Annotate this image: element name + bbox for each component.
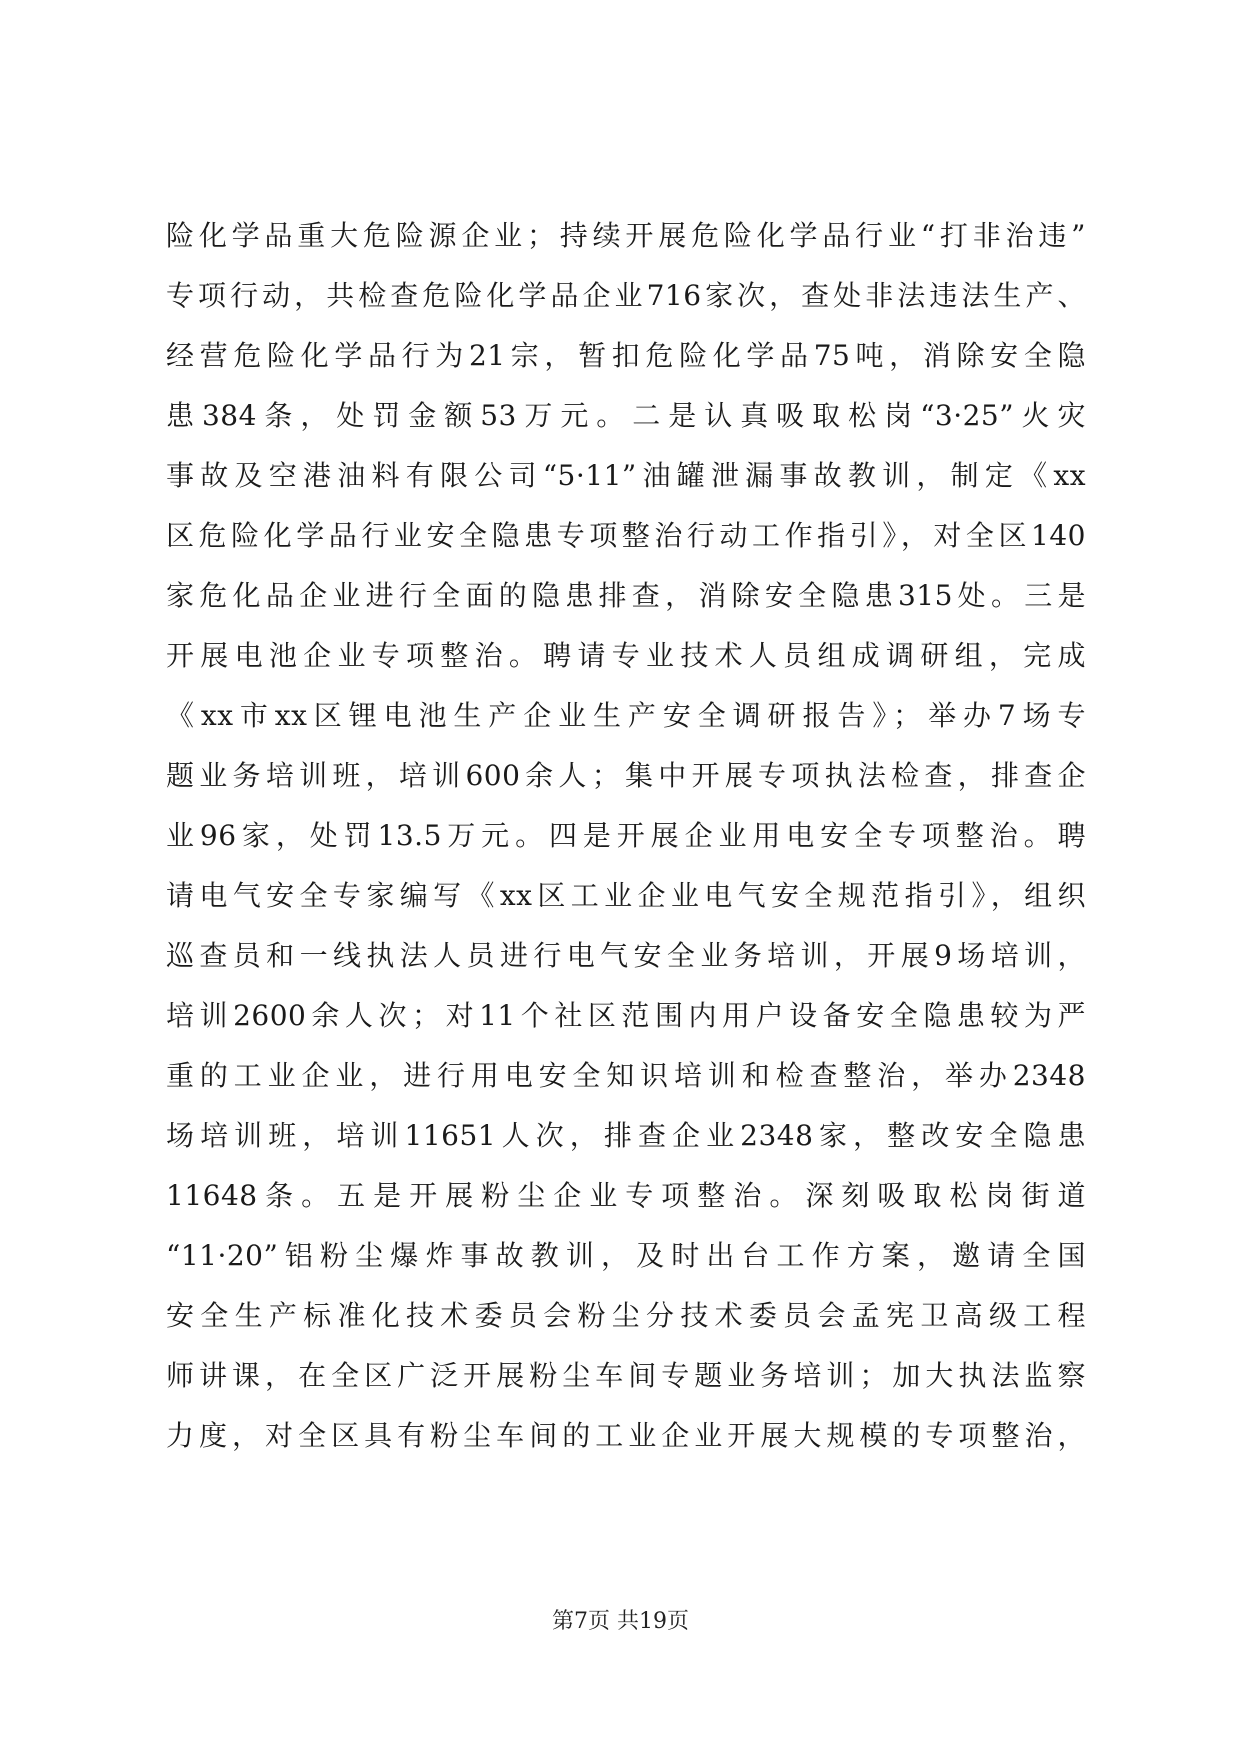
text-line-9: 《xx市xx区锂电池生产企业生产安全调研报告》；举办7场专	[166, 699, 1086, 732]
text-line-20: 师讲课，在全区广泛开展粉尘车间专题业务培训；加大执法监察	[166, 1359, 1086, 1392]
text-line-3: 经营危险化学品行为21宗，暂扣危险化学品75吨，消除安全隐	[166, 339, 1086, 372]
text-line-21: 力度，对全区具有粉尘车间的工业企业开展大规模的专项整治，	[166, 1419, 1086, 1452]
text-line-2: 专项行动，共检查危险化学品企业716家次，查处非法违法生产、	[166, 279, 1086, 312]
text-line-14: 培训2600余人次；对11个社区范围内用户设备安全隐患较为严	[166, 999, 1086, 1032]
text-line-5: 事故及空港油料有限公司“5·11”油罐泄漏事故教训，制定《xx	[166, 459, 1086, 492]
page-number-footer: 第7页 共19页	[552, 1609, 689, 1634]
text-line-1: 险化学品重大危险源企业；持续开展危险化学品行业“打非治违”	[166, 219, 1086, 252]
text-line-17: 11648条。五是开展粉尘企业专项整治。深刻吸取松岗街道	[166, 1179, 1086, 1212]
text-line-13: 巡查员和一线执法人员进行电气安全业务培训，开展9场培训，	[166, 939, 1086, 972]
text-line-6: 区危险化学品行业安全隐患专项整治行动工作指引》，对全区140	[166, 519, 1086, 552]
text-line-15: 重的工业企业，进行用电安全知识培训和检查整治，举办2348	[166, 1059, 1086, 1092]
text-line-11: 业96家，处罚13.5万元。四是开展企业用电安全专项整治。聘	[166, 819, 1086, 852]
text-line-7: 家危化品企业进行全面的隐患排查，消除安全隐患315处。三是	[166, 579, 1086, 612]
text-line-18: “11·20”铝粉尘爆炸事故教训，及时出台工作方案，邀请全国	[166, 1239, 1086, 1272]
text-line-19: 安全生产标准化技术委员会粉尘分技术委员会孟宪卫高级工程	[166, 1299, 1086, 1332]
body-text	[166, 206, 1086, 1466]
text-line-12: 请电气安全专家编写《xx区工业企业电气安全规范指引》，组织	[166, 879, 1086, 912]
text-line-8: 开展电池企业专项整治。聘请专业技术人员组成调研组，完成	[166, 639, 1086, 672]
text-line-16: 场培训班，培训11651人次，排查企业2348家，整改安全隐患	[166, 1119, 1086, 1152]
text-line-4: 患384条，处罚金额53万元。二是认真吸取松岗“3·25”火灾	[166, 399, 1086, 432]
text-line-10: 题业务培训班，培训600余人；集中开展专项执法检查，排查企	[166, 759, 1086, 792]
